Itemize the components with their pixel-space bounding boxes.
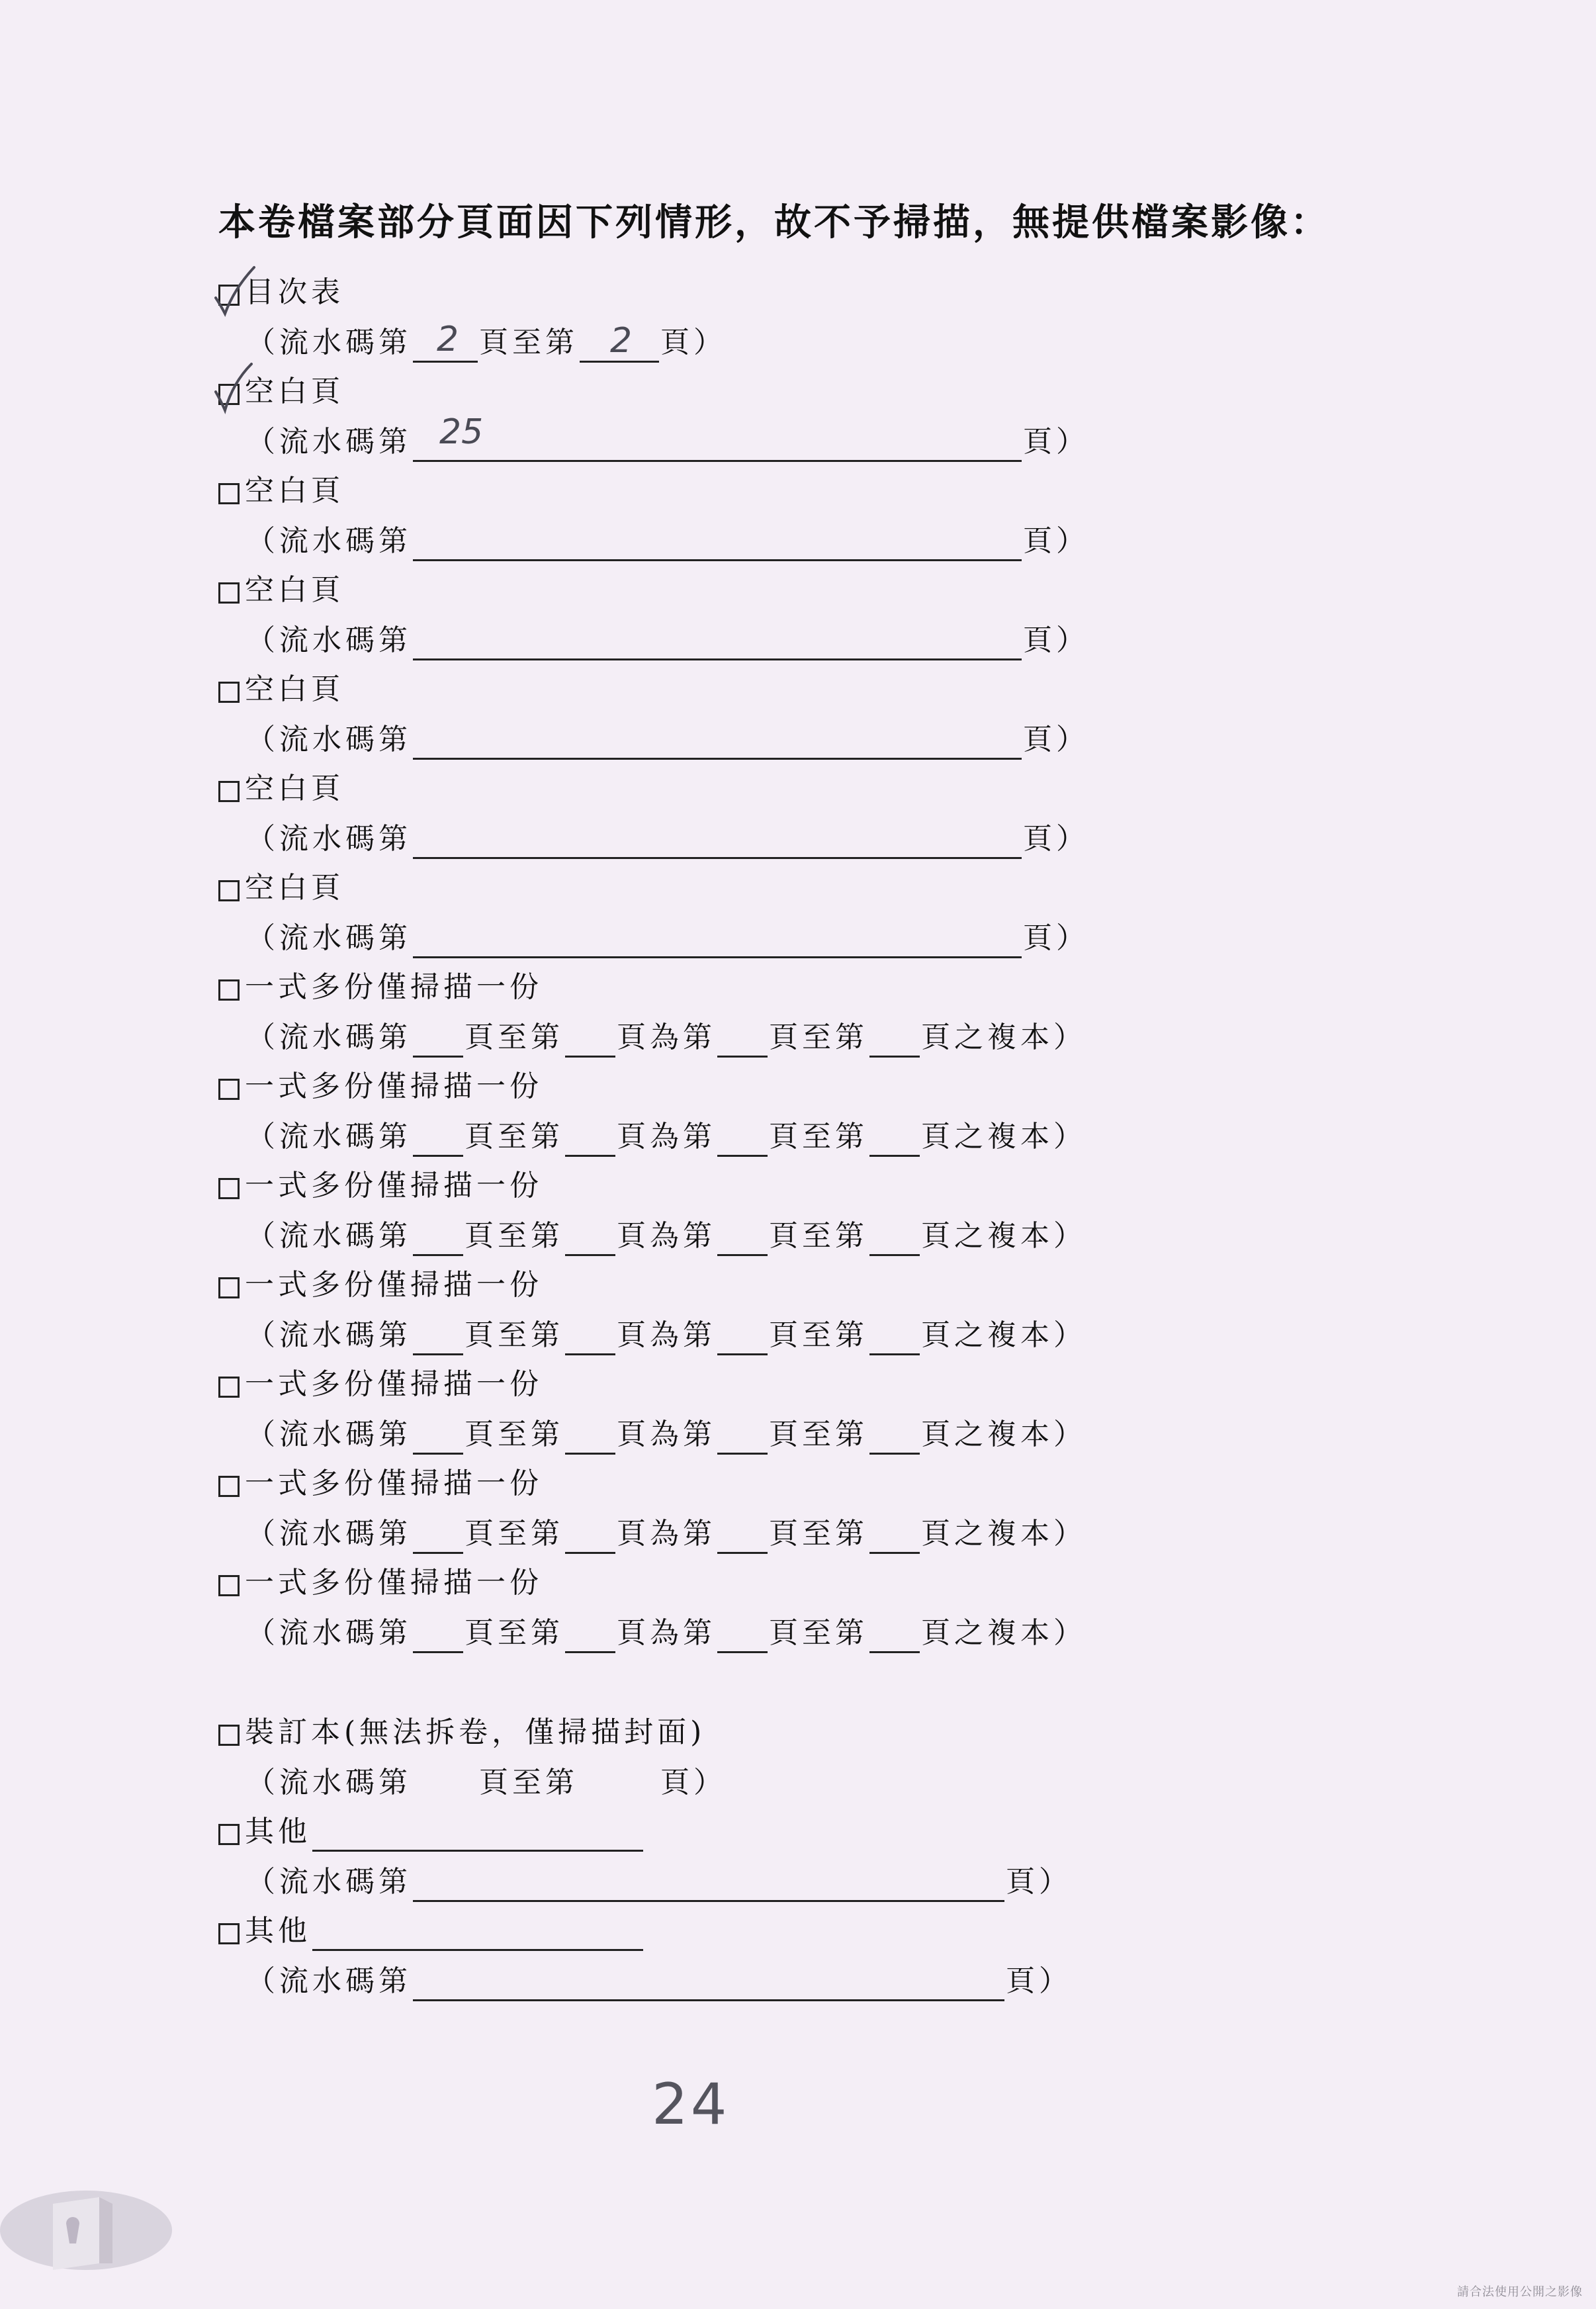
checkbox[interactable] xyxy=(218,1824,240,1845)
item-label: 空白頁 xyxy=(245,772,344,805)
field[interactable] xyxy=(717,1421,768,1455)
text-fragment: 頁至第 xyxy=(465,1318,564,1352)
item-blank-page xyxy=(218,570,344,610)
text-fragment: ） xyxy=(1056,623,1089,657)
item-label: 其他 xyxy=(245,1914,311,1948)
field[interactable] xyxy=(869,1619,920,1653)
field[interactable] xyxy=(413,1322,463,1355)
item-duplicate xyxy=(218,1563,543,1603)
text-fragment: 頁至第 xyxy=(465,1418,564,1451)
text-fragment: 頁至第 xyxy=(769,1318,868,1352)
text-fragment: （ xyxy=(246,1865,279,1899)
item-label: 其他 xyxy=(245,1815,311,1848)
text-fragment: 頁為第 xyxy=(617,1219,716,1253)
page-field[interactable] xyxy=(413,412,1022,462)
serial-range-toc xyxy=(246,320,727,363)
text-fragment: 頁至第 xyxy=(479,326,578,359)
field[interactable] xyxy=(580,1771,659,1803)
field[interactable] xyxy=(869,1024,920,1058)
text-fragment: （ xyxy=(246,921,279,955)
field[interactable] xyxy=(413,1024,463,1058)
text-fragment: 流水碼第 xyxy=(279,326,412,359)
item-label: 一式多份僅掃描一份 xyxy=(245,1268,543,1302)
field[interactable] xyxy=(717,1222,768,1256)
text-fragment: （ xyxy=(246,1418,279,1451)
text-fragment: ） xyxy=(1053,1219,1086,1253)
text-fragment: ） xyxy=(1056,822,1089,856)
item-toc xyxy=(218,273,344,312)
item-blank-page xyxy=(218,670,344,709)
field[interactable] xyxy=(869,1222,920,1256)
serial-page xyxy=(246,919,1089,958)
checkbox[interactable] xyxy=(218,1923,240,1944)
other-field[interactable] xyxy=(312,1818,643,1852)
text-fragment: 頁 xyxy=(660,326,693,359)
text-fragment: 頁至第 xyxy=(479,1766,578,1799)
item-bound-volume xyxy=(218,1713,705,1752)
serial-page xyxy=(246,1962,1072,2001)
field[interactable] xyxy=(413,1222,463,1256)
text-fragment: 頁 xyxy=(660,1766,693,1799)
field[interactable] xyxy=(717,1123,768,1157)
field[interactable] xyxy=(565,1619,615,1653)
serial-duplicate-range xyxy=(246,1514,1086,1554)
text-fragment: 流水碼第 xyxy=(279,723,412,756)
handwritten-to: 2 xyxy=(610,321,633,361)
text-fragment: ） xyxy=(693,1766,727,1799)
text-fragment: 頁之複本 xyxy=(921,1020,1053,1054)
checkbox[interactable] xyxy=(218,1178,240,1199)
text-fragment: 流水碼第 xyxy=(279,822,412,856)
text-fragment: ） xyxy=(1056,425,1089,459)
text-fragment: ） xyxy=(1056,723,1089,756)
text-fragment: （ xyxy=(246,1318,279,1352)
serial-duplicate-range xyxy=(246,1117,1086,1157)
serial-page xyxy=(246,621,1089,660)
text-fragment: ） xyxy=(1053,1318,1086,1352)
page-field[interactable] xyxy=(413,726,1022,760)
checkbox[interactable] xyxy=(218,384,240,405)
page-field[interactable] xyxy=(413,1868,1004,1902)
item-label: 一式多份僅掃描一份 xyxy=(245,970,543,1004)
text-fragment: 頁至第 xyxy=(769,1020,868,1054)
serial-duplicate-range xyxy=(246,1018,1086,1058)
item-label: 一式多份僅掃描一份 xyxy=(245,1566,543,1600)
text-fragment: 頁至第 xyxy=(465,1219,564,1253)
text-fragment: 頁至第 xyxy=(465,1616,564,1650)
checkbox[interactable] xyxy=(218,880,240,901)
text-fragment: 頁 xyxy=(1023,425,1056,459)
text-fragment: ） xyxy=(1053,1120,1086,1154)
handwritten-page: 25 xyxy=(439,412,484,452)
text-fragment: 頁為第 xyxy=(617,1517,716,1551)
text-fragment: （ xyxy=(246,822,279,856)
text-fragment: 頁至第 xyxy=(769,1219,868,1253)
serial-duplicate-range xyxy=(246,1216,1086,1256)
text-fragment: 流水碼第 xyxy=(279,425,412,459)
from-field[interactable] xyxy=(413,320,478,363)
text-fragment: 頁 xyxy=(1023,822,1056,856)
text-fragment: 頁為第 xyxy=(617,1120,716,1154)
text-fragment: ） xyxy=(1056,921,1089,955)
item-label: 目次表 xyxy=(245,275,344,309)
page-field[interactable] xyxy=(413,527,1022,561)
archive-logo-icon xyxy=(0,2177,172,2283)
page-field[interactable] xyxy=(413,1968,1004,2001)
item-label: 一式多份僅掃描一份 xyxy=(245,1367,543,1401)
item-label: 空白頁 xyxy=(245,375,344,408)
text-fragment: （ xyxy=(246,425,279,459)
checkbox[interactable] xyxy=(218,1476,240,1497)
text-fragment: 頁 xyxy=(1006,1964,1039,1998)
text-fragment: 流水碼第 xyxy=(279,1616,412,1650)
serial-page xyxy=(246,1862,1072,1902)
field[interactable] xyxy=(717,1024,768,1058)
checkbox[interactable] xyxy=(218,1277,240,1298)
field[interactable] xyxy=(413,1771,478,1803)
field[interactable] xyxy=(565,1222,615,1256)
serial-duplicate-range xyxy=(246,1613,1086,1653)
text-fragment: ） xyxy=(1053,1020,1086,1054)
text-fragment: 流水碼第 xyxy=(279,1020,412,1054)
item-label: 裝訂本(無法拆卷，僅掃描封面) xyxy=(245,1715,706,1749)
item-blank-page xyxy=(218,471,344,511)
text-fragment: 頁之複本 xyxy=(921,1517,1053,1551)
field[interactable] xyxy=(869,1123,920,1157)
text-fragment: （ xyxy=(246,1120,279,1154)
field[interactable] xyxy=(869,1520,920,1554)
checkbox[interactable] xyxy=(218,1377,240,1398)
field[interactable] xyxy=(413,1123,463,1157)
field[interactable] xyxy=(565,1123,615,1157)
checkbox[interactable] xyxy=(218,781,240,802)
text-fragment: （ xyxy=(246,1964,279,1998)
text-fragment: 頁至第 xyxy=(769,1120,868,1154)
field[interactable] xyxy=(565,1024,615,1058)
text-fragment: 流水碼第 xyxy=(279,1120,412,1154)
text-fragment: （ xyxy=(246,723,279,756)
text-fragment: 頁之複本 xyxy=(921,1616,1053,1650)
text-fragment: （ xyxy=(246,623,279,657)
text-fragment: ） xyxy=(1039,1964,1072,1998)
item-other xyxy=(218,1911,644,1951)
item-blank-page xyxy=(218,372,344,412)
item-blank-page xyxy=(218,769,344,809)
text-fragment: ） xyxy=(1053,1517,1086,1551)
text-fragment: 頁 xyxy=(1023,623,1056,657)
text-fragment: 頁 xyxy=(1023,723,1056,756)
text-fragment: 頁至第 xyxy=(465,1020,564,1054)
text-fragment: 頁之複本 xyxy=(921,1418,1053,1451)
text-fragment: 流水碼第 xyxy=(279,1517,412,1551)
field[interactable] xyxy=(565,1520,615,1554)
field[interactable] xyxy=(717,1322,768,1355)
text-fragment: 頁至第 xyxy=(769,1517,868,1551)
text-fragment: 流水碼第 xyxy=(279,1418,412,1451)
text-fragment: 流水碼第 xyxy=(279,921,412,955)
text-fragment: 頁至第 xyxy=(769,1418,868,1451)
item-label: 空白頁 xyxy=(245,573,344,607)
serial-page xyxy=(246,819,1089,859)
handwritten-from: 2 xyxy=(437,320,459,359)
checkbox[interactable] xyxy=(218,1079,240,1100)
text-fragment: 頁之複本 xyxy=(921,1219,1053,1253)
field[interactable] xyxy=(717,1520,768,1554)
other-field[interactable] xyxy=(312,1917,643,1951)
field[interactable] xyxy=(717,1619,768,1653)
item-duplicate xyxy=(218,1265,543,1305)
item-duplicate xyxy=(218,968,543,1007)
serial-page xyxy=(246,521,1089,561)
field[interactable] xyxy=(565,1322,615,1355)
item-duplicate xyxy=(218,1166,543,1206)
checkbox[interactable] xyxy=(218,285,240,306)
item-label: 空白頁 xyxy=(245,672,344,706)
field[interactable] xyxy=(413,1619,463,1653)
text-fragment: ） xyxy=(1053,1418,1086,1451)
text-fragment: 流水碼第 xyxy=(279,623,412,657)
checkbox[interactable] xyxy=(218,483,240,504)
text-fragment: 頁之複本 xyxy=(921,1318,1053,1352)
serial-duplicate-range xyxy=(246,1415,1086,1455)
page-heading: 本卷檔案部分頁面因下列情形，故不予掃描，無提供檔案影像： xyxy=(218,201,1330,244)
field[interactable] xyxy=(869,1322,920,1355)
text-fragment: 流水碼第 xyxy=(279,1219,412,1253)
text-fragment: （ xyxy=(246,524,279,558)
text-fragment: 頁至第 xyxy=(769,1616,868,1650)
page-field[interactable] xyxy=(413,627,1022,660)
item-blank-page xyxy=(218,868,344,908)
checkbox[interactable] xyxy=(218,1575,240,1596)
text-fragment: 頁為第 xyxy=(617,1020,716,1054)
text-fragment: ） xyxy=(1053,1616,1086,1650)
text-fragment: （ xyxy=(246,1616,279,1650)
text-fragment: ） xyxy=(1056,524,1089,558)
checkbox[interactable] xyxy=(218,682,240,703)
text-fragment: ） xyxy=(1039,1865,1072,1899)
text-fragment: 頁之複本 xyxy=(921,1120,1053,1154)
item-duplicate xyxy=(218,1067,543,1107)
serial-page xyxy=(246,412,1089,462)
field[interactable] xyxy=(413,1520,463,1554)
watermark-text: 請合法使用公開之影像 xyxy=(1457,2285,1583,2299)
text-fragment: （ xyxy=(246,326,279,359)
item-duplicate xyxy=(218,1365,543,1404)
text-fragment: 流水碼第 xyxy=(279,1865,412,1899)
text-fragment: 流水碼第 xyxy=(279,524,412,558)
item-label: 空白頁 xyxy=(245,871,344,905)
item-label: 一式多份僅掃描一份 xyxy=(245,1467,543,1500)
text-fragment: 頁 xyxy=(1023,921,1056,955)
field[interactable] xyxy=(869,1421,920,1455)
text-fragment: 頁 xyxy=(1023,524,1056,558)
text-fragment: （ xyxy=(246,1020,279,1054)
text-fragment: 流水碼第 xyxy=(279,1964,412,1998)
text-fragment: 流水碼第 xyxy=(279,1318,412,1352)
text-fragment: 頁至第 xyxy=(465,1517,564,1551)
item-label: 空白頁 xyxy=(245,474,344,508)
serial-bound-range xyxy=(246,1763,727,1803)
field[interactable] xyxy=(565,1421,615,1455)
page-field[interactable] xyxy=(413,825,1022,859)
text-fragment: 頁為第 xyxy=(617,1418,716,1451)
field[interactable] xyxy=(413,1421,463,1455)
serial-page xyxy=(246,720,1089,760)
item-label: 一式多份僅掃描一份 xyxy=(245,1169,543,1202)
checkbox[interactable] xyxy=(218,582,240,604)
text-fragment: （ xyxy=(246,1766,279,1799)
text-fragment: 頁為第 xyxy=(617,1616,716,1650)
text-fragment: 頁至第 xyxy=(465,1120,564,1154)
serial-duplicate-range xyxy=(246,1316,1086,1355)
text-fragment: 頁 xyxy=(1006,1865,1039,1899)
checkbox[interactable] xyxy=(218,1725,240,1746)
item-label: 一式多份僅掃描一份 xyxy=(245,1069,543,1103)
item-other xyxy=(218,1812,644,1852)
text-fragment: 流水碼第 xyxy=(279,1766,412,1799)
text-fragment: 頁為第 xyxy=(617,1318,716,1352)
text-fragment: ） xyxy=(693,326,727,359)
handwritten-page-number: 24 xyxy=(652,2071,730,2138)
text-fragment: （ xyxy=(246,1219,279,1253)
page-field[interactable] xyxy=(413,925,1022,958)
to-field[interactable] xyxy=(580,321,659,363)
checkbox[interactable] xyxy=(218,979,240,1001)
item-duplicate xyxy=(218,1464,543,1504)
text-fragment: （ xyxy=(246,1517,279,1551)
